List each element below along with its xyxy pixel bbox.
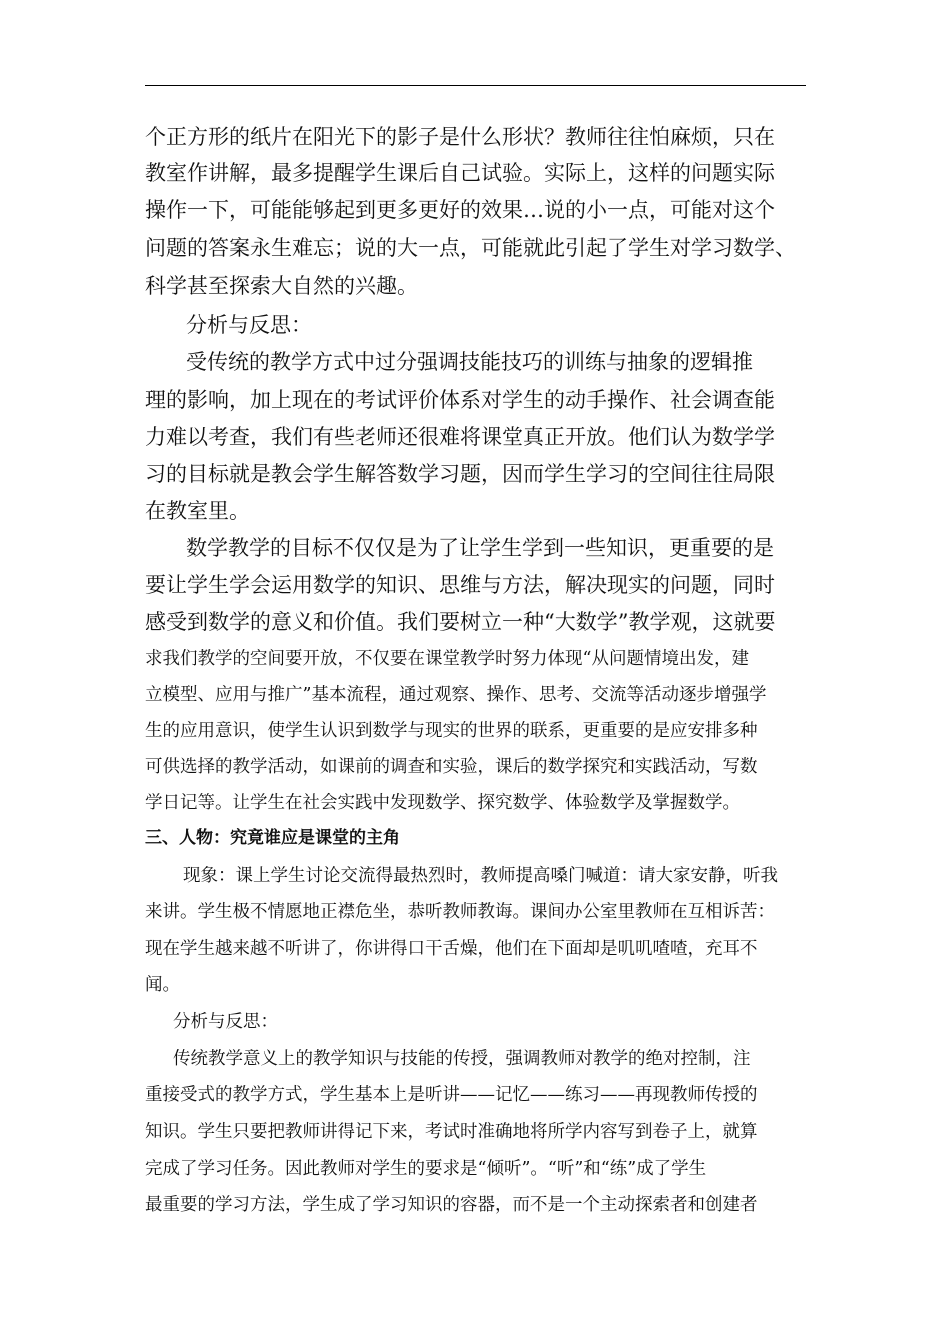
text-line: 科学甚至探索大自然的兴趣。 (145, 274, 418, 298)
paragraph-start: 受传统的教学方式中过分强调技能技巧的训练与抽象的逻辑推 (186, 350, 753, 374)
text-line: 求我们教学的空间要开放，不仅要在课堂教学时努力体现“从问题情境出发，建 (145, 649, 749, 669)
text-line: 个正方形的纸片在阳光下的影子是什么形状？教师往往怕麻烦，只在 (145, 125, 775, 149)
header-rule (145, 85, 806, 86)
text-line: 重接受式的教学方式，学生基本上是听讲——记忆——练习——再现教师传授的 (145, 1085, 758, 1105)
paragraph-start: 传统教学意义上的教学知识与技能的传授，强调教师对教学的绝对控制，注 (173, 1049, 751, 1069)
text-line: 理的影响，加上现在的考试评价体系对学生的动手操作、社会调查能 (145, 388, 775, 412)
paragraph-start: 现象：课上学生讨论交流得最热烈时，教师提高嗓门喊道：请大家安静，听我 (183, 866, 778, 886)
text-line: 生的应用意识，使学生认识到数学与现实的世界的联系，更重要的是应安排多种 (145, 721, 758, 741)
text-line: 知识。学生只要把教师讲得记下来，考试时准确地将所学内容写到卷子上，就算 (145, 1122, 758, 1142)
text-line: 闻。 (145, 975, 180, 995)
text-line: 最重要的学习方法，学生成了学习知识的容器，而不是一个主动探索者和创建者 (145, 1195, 758, 1215)
text-line: 问题的答案永生难忘；说的大一点，可能就此引起了学生对学习数学、 (145, 236, 796, 260)
section-heading: 三、人物：究竟谁应是课堂的主角 (145, 828, 400, 848)
text-line: 来讲。学生极不情愿地正襟危坐，恭听教师教诲。课间办公室里教师在互相诉苦： (145, 902, 775, 922)
text-line: 立模型、应用与推广”基本流程，通过观察、操作、思考、交流等活动逐步增强学 (145, 685, 767, 705)
text-line: 完成了学习任务。因此教师对学生的要求是“倾听”。“听”和“练”成了学生 (145, 1159, 707, 1179)
section-label: 分析与反思： (186, 313, 312, 337)
section-label: 分析与反思： (173, 1012, 278, 1032)
paragraph-start: 数学教学的目标不仅仅是为了让学生学到一些知识，更重要的是 (186, 536, 774, 560)
text-line: 现在学生越来越不听讲了，你讲得口干舌燥，他们在下面却是叽叽喳喳，充耳不 (145, 939, 758, 959)
text-line: 习的目标就是教会学生解答数学习题，因而学生学习的空间往往局限 (145, 462, 775, 486)
text-line: 感受到数学的意义和价值。我们要树立一种“大数学”教学观，这就要 (145, 610, 776, 634)
text-line: 学日记等。让学生在社会实践中发现数学、探究数学、体验数学及掌握数学。 (145, 793, 740, 813)
text-line: 要让学生学会运用数学的知识、思维与方法，解决现实的问题，同时 (145, 573, 775, 597)
text-line: 可供选择的教学活动，如课前的调查和实验，课后的数学探究和实践活动，写数 (145, 757, 758, 777)
text-line: 操作一下，可能能够起到更多更好的效果…说的小一点，可能对这个 (145, 198, 775, 222)
text-line: 在教室里。 (145, 499, 250, 523)
text-line: 教室作讲解，最多提醒学生课后自己试验。实际上，这样的问题实际 (145, 161, 775, 185)
text-line: 力难以考查，我们有些老师还很难将课堂真正开放。他们认为数学学 (145, 425, 775, 449)
